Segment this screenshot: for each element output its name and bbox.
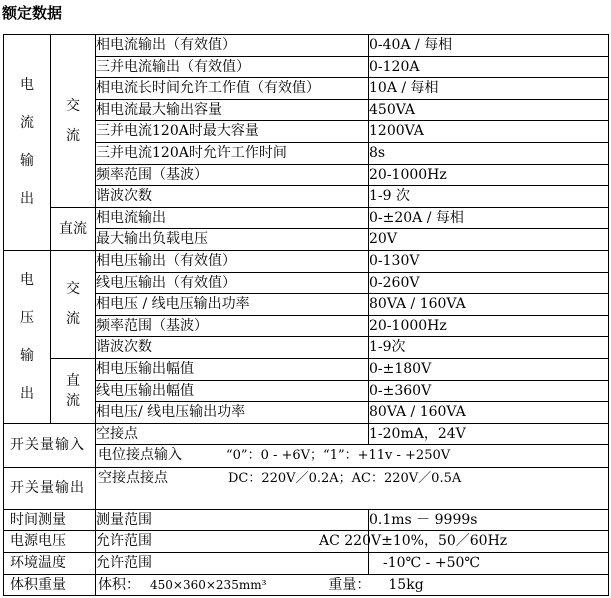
switch-input-label: 开关量输入	[4, 423, 96, 467]
weight-label: 重量：	[328, 576, 371, 593]
value-cell: 1-9次	[369, 337, 609, 359]
page-title: 额定数据	[2, 4, 63, 22]
value-cell: 0-±360V	[369, 380, 609, 402]
item-cell: 允许范围	[96, 553, 369, 575]
item-cell: 允许范围	[96, 531, 369, 553]
value-cell: 0-130V	[369, 250, 609, 272]
item-cell: 三并电流120A时最大容量	[96, 121, 369, 143]
item-cell: 相电流输出（有效值）	[96, 35, 369, 57]
item-cell: 相电流长时间允许工作值（有效值）	[96, 78, 369, 100]
item-cell: 测量范围	[96, 509, 369, 531]
item-cell: 空接点	[96, 423, 369, 445]
item-cell: 相电压 / 线电压输出功率	[96, 294, 369, 316]
table-row	[4, 358, 609, 380]
value-cell: AC 220V±10%，50／60Hz	[369, 531, 609, 553]
item-cell: 相电压输出（有效值）	[96, 250, 369, 272]
table-row	[4, 531, 609, 553]
row-label: 电源电压	[4, 531, 96, 553]
item-cell: 相电压输出幅值	[96, 358, 369, 380]
table-row	[4, 423, 609, 445]
value-cell: 8s	[369, 142, 609, 164]
item-cell: 相电流最大输出容量	[96, 99, 369, 121]
row-label: 时间测量	[4, 509, 96, 531]
value-cell: 1200VA	[369, 121, 609, 143]
value-cell: 0-260V	[369, 272, 609, 294]
volume-value: 450×360×235mm³	[150, 577, 267, 592]
switch-output-cell	[96, 467, 609, 509]
table-row	[4, 467, 609, 509]
value-cell: 10A / 每相	[369, 78, 609, 100]
value-text: “0”：0 - +6V；“1”：+11v - +250V	[226, 448, 451, 464]
item-text: 空接点接点	[98, 469, 168, 486]
row-label: 环境温度	[4, 553, 96, 575]
value-cell: 20-1000Hz	[369, 315, 609, 337]
voltage-output-label: 电 压 输 出	[4, 250, 51, 423]
value-cell: 80VA / 160VA	[369, 294, 609, 316]
value-text: DC：220V／0.2A；AC：220V／0.5A	[228, 470, 462, 486]
item-text: 电位接点输入	[98, 447, 182, 464]
current-output-label: 电 流 输 出	[4, 35, 51, 251]
value-cell: 0-±20A / 每相	[369, 207, 609, 229]
voltage-ac-label: 交 流	[51, 250, 96, 358]
rated-data-table	[3, 34, 609, 596]
switch-output-label: 开关量输出	[4, 467, 96, 509]
volume-weight-cell	[96, 574, 609, 596]
item-cell: 线电压输出（有效值）	[96, 272, 369, 294]
table-row	[4, 509, 609, 531]
value-cell: 1-9 次	[369, 186, 609, 208]
voltage-dc-label: 直 流	[51, 358, 96, 423]
value-cell: 80VA / 160VA	[369, 402, 609, 424]
item-cell: 线电压输出幅值	[96, 380, 369, 402]
item-cell: 频率范围（基波）	[96, 315, 369, 337]
item-cell: 相电压/ 线电压输出功率	[96, 402, 369, 424]
value-cell: 20V	[369, 229, 609, 251]
item-cell: 三并电流120A时允许工作时间	[96, 142, 369, 164]
weight-value: 15kg	[388, 576, 424, 593]
item-cell: 谐波次数	[96, 337, 369, 359]
value-cell: 0-120A	[369, 56, 609, 78]
item-cell: 相电流输出	[96, 207, 369, 229]
value-cell: 0-±180V	[369, 358, 609, 380]
value-cell: 20-1000Hz	[369, 164, 609, 186]
value-cell: 0.1ms － 9999s	[369, 509, 609, 531]
table-row	[4, 553, 609, 575]
item-cell: 谐波次数	[96, 186, 369, 208]
item-cell: 频率范围（基波）	[96, 164, 369, 186]
table-row	[4, 207, 609, 229]
volume-label: 体积：	[98, 576, 140, 593]
current-dc-label: 直流	[51, 207, 96, 250]
item-cell: 三并电流输出（有效值）	[96, 56, 369, 78]
value-cell: 1-20mA，24V	[369, 423, 609, 445]
item-cell: 最大输出负载电压	[96, 229, 369, 251]
row-label: 体积重量	[4, 574, 96, 596]
value-cell: -10℃ - +50℃	[369, 553, 609, 575]
switch-input-potential-cell	[96, 445, 609, 468]
current-ac-label: 交 流	[51, 35, 96, 208]
value-cell: 450VA	[369, 99, 609, 121]
value-cell: 0-40A / 每相	[369, 35, 609, 57]
table-row	[4, 35, 609, 57]
table-row	[4, 574, 609, 596]
table-row	[4, 250, 609, 272]
